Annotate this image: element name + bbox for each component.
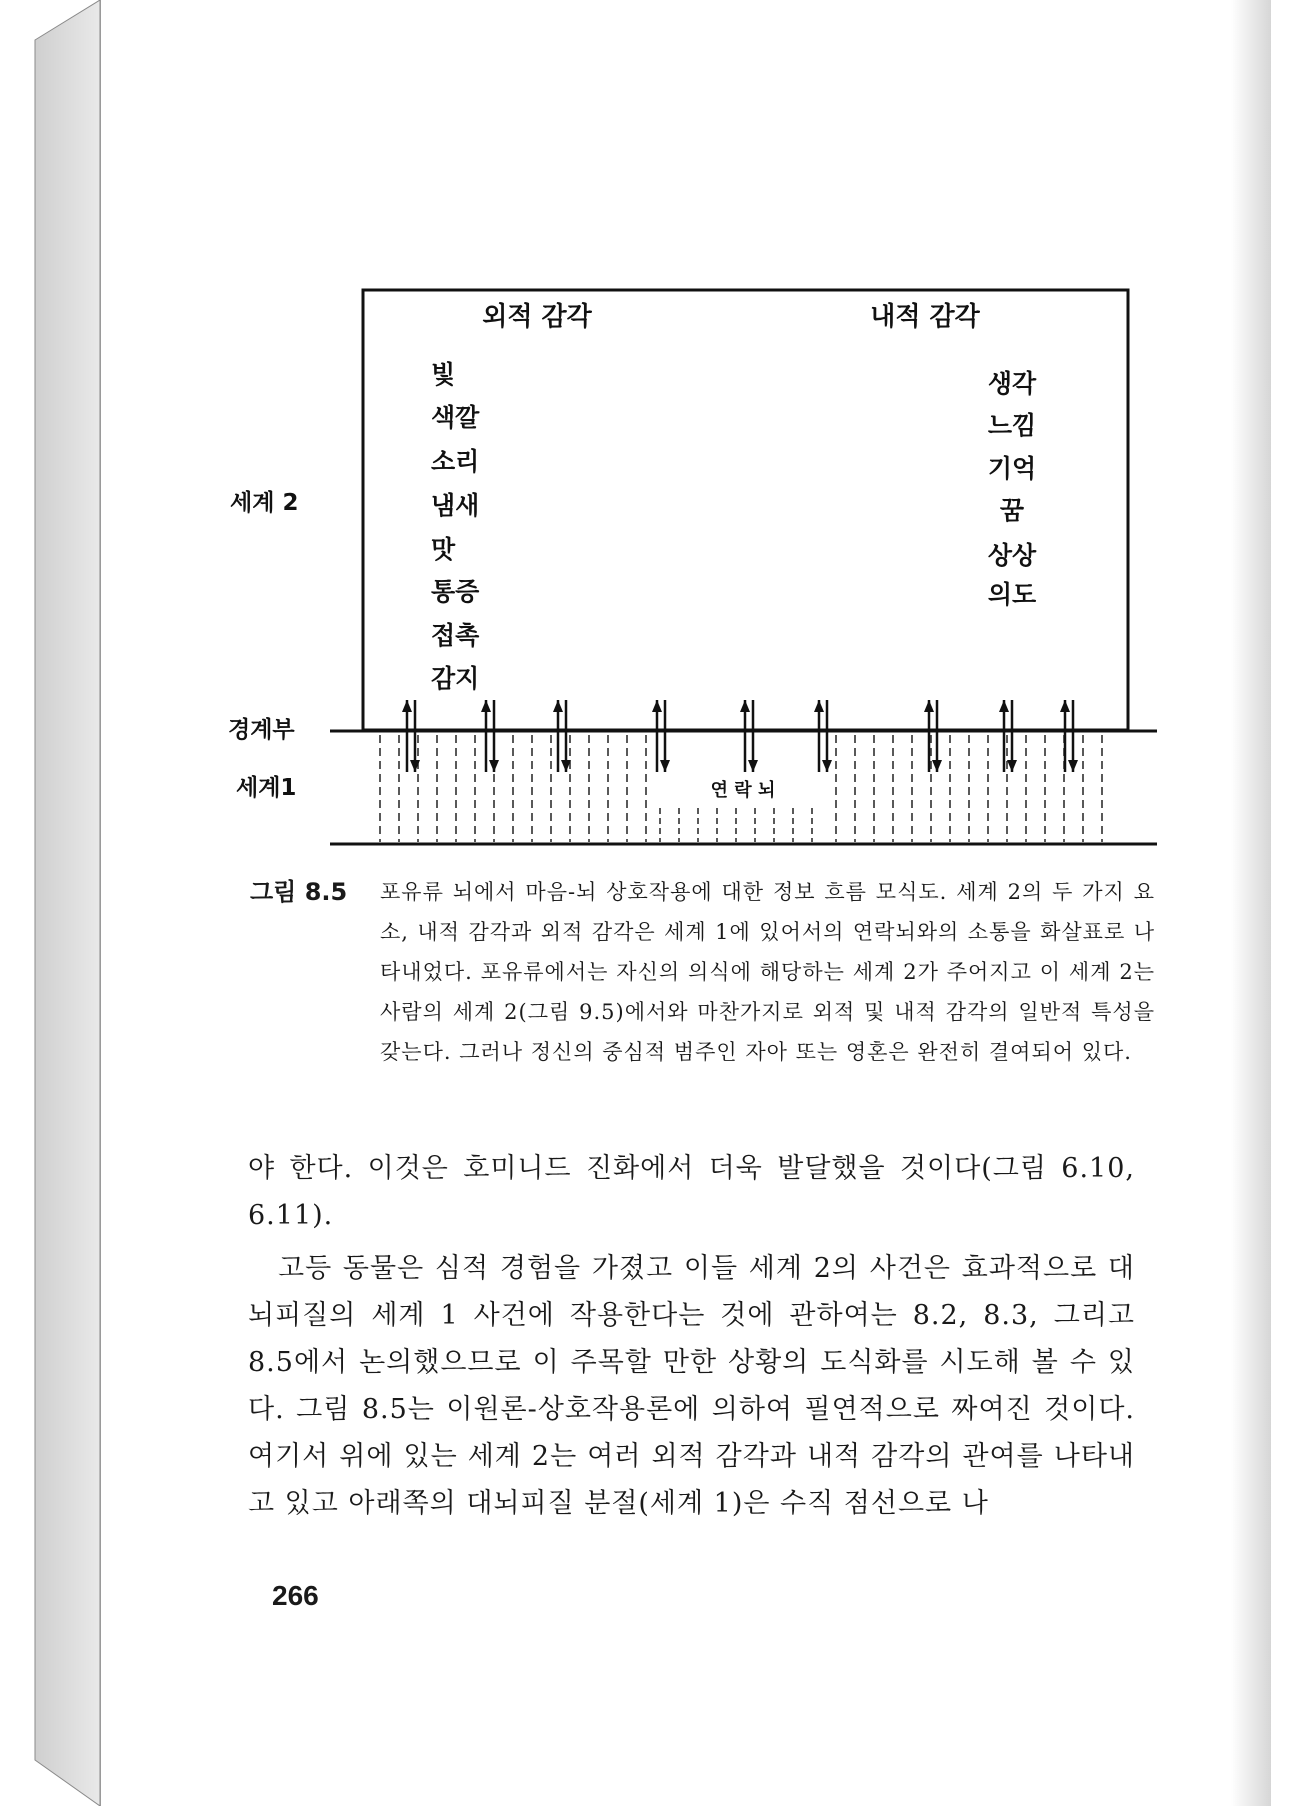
caption-text: 포유류 뇌에서 마음-뇌 상호작용에 대한 정보 흐름 모식도. 세계 2의 두 가지 요소, 내적 감각과 외적 감각은 세계 1에 있어서의 연락뇌와의 소통을 화살표로 나타내었다. 포유류에서는 자신의 의식에 해당하는 세계 2가 주어지고 이 세계 2는 사람의 세계 2(그림 9.5)에서와 마찬가지로 외적 및 내적 감각의 일반적 특성을 갖는다. 그러나 정신의 중심적 범주인 자아 또는 영혼은 완전히 결여되어 있다. — [380, 880, 1155, 1064]
world2-label: 세계 2 — [230, 490, 299, 516]
arrow-head — [481, 700, 491, 712]
paragraph: 고등 동물은 심적 경험을 가졌고 이들 세계 2의 사건은 효과적으로 대뇌피질의 세계 1 사건에 작용한다는 것에 관하여는 8.2, 8.3, 그리고 8.5에서 논의했으므로 이 주목할 만한 상황의 도식화를 시도해 볼 수 있다. 그림 8.5는 이원론-상호작용론에 의하여 필연적으로 짜여진 것이다. 여기서 위에 있는 세계 2는 여러 외적 감각과 내적 감각의 관여를 나타내고 있고 아래쪽의 대뇌피질 분절(세계 1)은 수직 점선으로 나 — [248, 1253, 1135, 1519]
outer-sense-item: 접촉 — [431, 621, 480, 650]
inner-sense-title: 내적 감각 — [870, 302, 980, 332]
outer-sense-item: 색깔 — [431, 403, 480, 432]
outer-sense-item: 감지 — [431, 664, 480, 693]
inner-sense-item: 느낌 — [987, 411, 1037, 440]
arrow-head — [1068, 760, 1078, 772]
figure-diagram — [0, 0, 1299, 870]
boundary-label: 경계부 — [228, 717, 295, 743]
liaison-brain-label: 연 락 뇌 — [710, 780, 776, 801]
outer-sense-item: 소리 — [431, 447, 480, 476]
paragraph: 야 한다. 이것은 호미니드 진화에서 더욱 발달했을 것이다(그림 6.10, 6.11). — [248, 1153, 1135, 1231]
arrow-head — [740, 700, 750, 712]
inner-sense-item: 상상 — [987, 541, 1037, 570]
world1-label: 세계1 — [236, 775, 297, 801]
arrow-head — [402, 700, 412, 712]
page-number: 266 — [272, 1580, 319, 1611]
arrow-head — [1007, 760, 1017, 772]
inner-sense-item: 기억 — [987, 454, 1037, 483]
arrow-head — [489, 760, 499, 772]
arrow-head — [814, 700, 824, 712]
arrow-head — [999, 700, 1009, 712]
caption-label: 그림 8.5 — [250, 878, 348, 906]
inner-sense-item: 의도 — [987, 580, 1037, 609]
outer-sense-item: 빛 — [431, 360, 456, 389]
arrow-head — [553, 700, 563, 712]
arrow-head — [1060, 700, 1070, 712]
arrow-head — [652, 700, 662, 712]
outer-sense-title: 외적 감각 — [482, 302, 592, 332]
outer-sense-item: 냄새 — [431, 491, 480, 520]
arrow-head — [932, 760, 942, 772]
figure-caption — [250, 872, 1155, 1072]
body-text — [248, 1145, 1135, 1527]
arrow-head — [924, 700, 934, 712]
outer-sense-item: 통증 — [431, 577, 480, 606]
outer-sense-item: 맛 — [431, 535, 456, 564]
interaction-arrows — [402, 700, 1078, 772]
inner-sense-item: 생각 — [987, 369, 1037, 398]
inner-sense-item: 꿈 — [999, 496, 1025, 525]
